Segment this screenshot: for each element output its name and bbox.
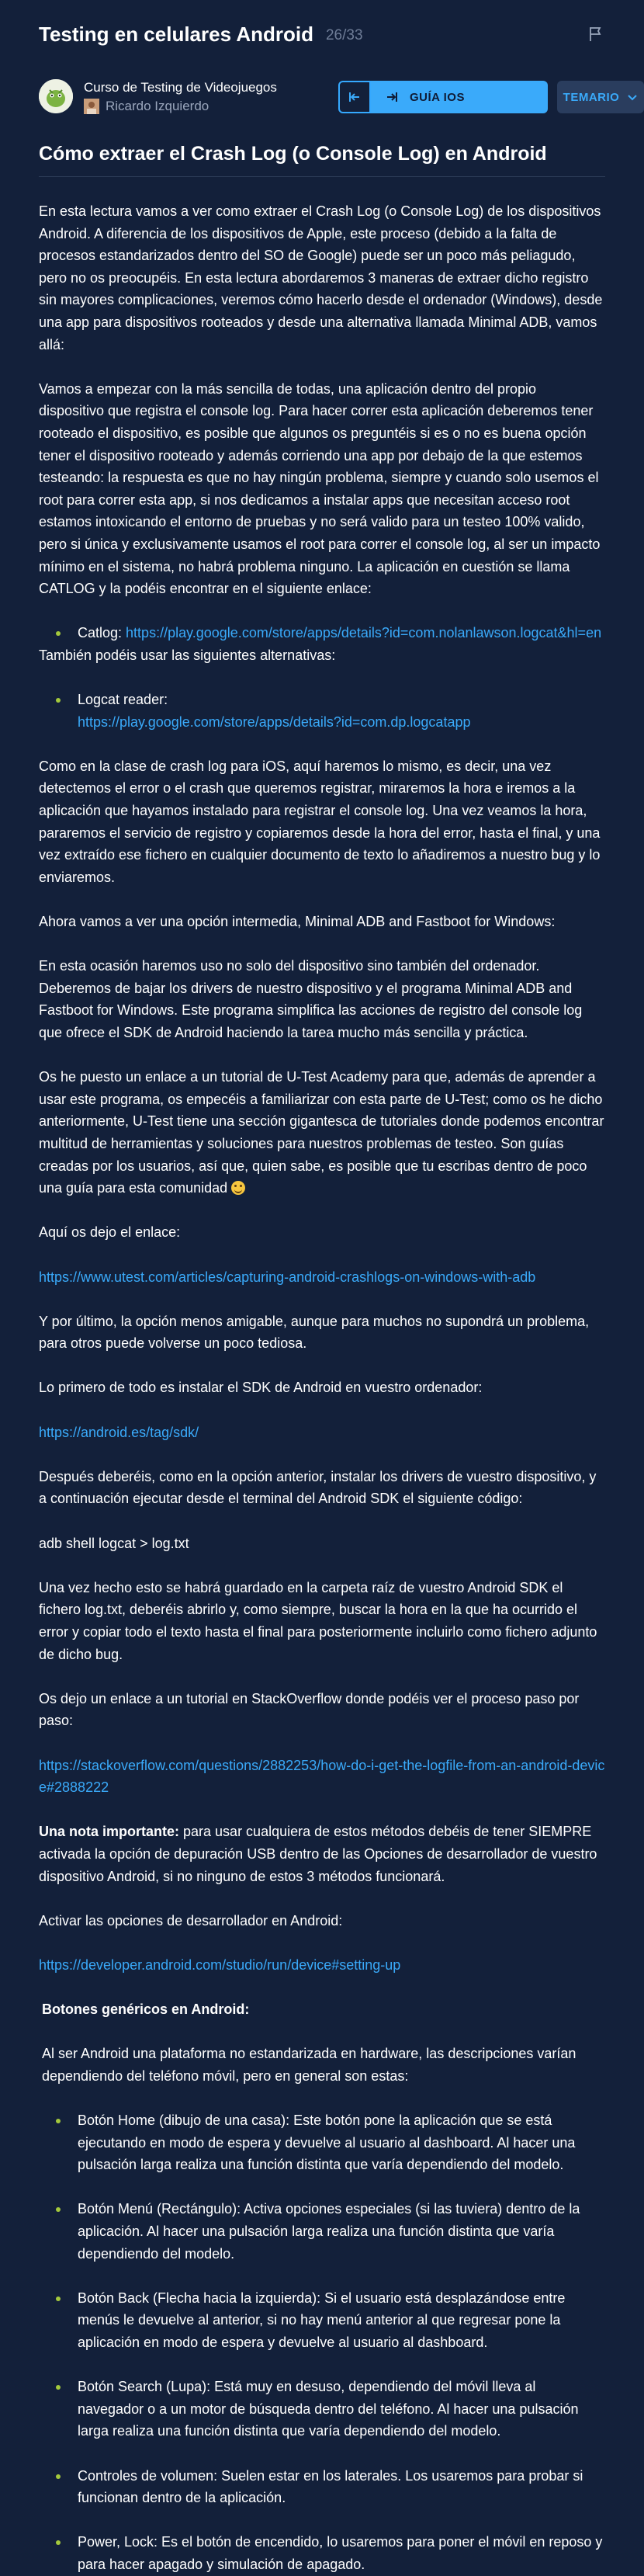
note-text: para usar cualquiera de estos métodos debéis de tener SIEMPRE activada la opción de depuración USB dentro de las Opciones de desarrollador de vuestro dispositivo Android, si no ninguno de estos 3 métodos funcionará. — [39, 1824, 597, 1884]
list-item: Botón Menú (Rectángulo): Activa opciones especiales (si las tuviera) dentro de la aplicación. Al hacer una pulsación larga realiza una función distinta que varía dependiendo del modelo. — [78, 2198, 605, 2265]
next-lesson-button[interactable] — [371, 81, 548, 113]
course-name[interactable]: Curso de Testing de Videojuegos — [84, 79, 277, 95]
next-lesson-label: GUÍA IOS — [410, 90, 465, 104]
code-snippet: adb shell logcat > log.txt — [39, 1535, 189, 1551]
note-paragraph — [39, 1821, 605, 1887]
wink-emoji-icon — [231, 1181, 245, 1195]
list-item: Controles de volumen: Suelen estar en los laterales. Los usaremos para probar si funcionan dentro de la aplicación. — [78, 2465, 605, 2509]
paragraph-text: Os he puesto un enlace a un tutorial de U-Test Academy para que, además de aprender a usar este programa, os empecéis a familiarizar con esta parte de U-Test; como os he dicho anteriormente, U-Test tiene una sección gigantesca de tutoriales donde podemos encontrar multitud de herramientas y soluciones para nuestros problemas de testeo. Son guías creadas por los usuarios, así que, quien sabe, es posible que tu escribas dentro de poco una guía para esta comunidad — [39, 1069, 604, 1196]
flag-icon[interactable] — [587, 25, 605, 43]
list-item — [78, 689, 605, 733]
paragraph: Os dejo un enlace a un tutorial en StackOverflow donde podéis ver el proceso paso por paso: — [39, 1690, 580, 1729]
paragraph: Lo primero de todo es instalar el SDK de Android en vuestro ordenador: — [39, 1380, 483, 1396]
paragraph: Ahora vamos a ver una opción intermedia, Minimal ADB and Fastboot for Windows: — [39, 914, 556, 929]
previous-icon — [348, 90, 362, 104]
lesson-counter: 26/33 — [325, 27, 363, 43]
utest-link[interactable]: https://www.utest.com/articles/capturing-android-crashlogs-on-windows-with-adb — [39, 1269, 536, 1285]
list-item: Botón Back (Flecha hacia la izquierda): Si el usuario está desplazándose entre menús le devuelve al anterior, si no hay menú anterior al que regresar pone la aplicación en modo de espera y devuelve al usuario al dashboard. — [78, 2287, 605, 2354]
android-buttons-list — [78, 2109, 605, 2575]
catlog-link[interactable]: https://play.google.com/store/apps/details?id=com.nolanlawson.logcat&hl=en — [126, 625, 602, 641]
paragraph — [39, 1066, 605, 1199]
list-item: Botón Home (dibujo de una casa): Este botón pone la aplicación que se está ejecutando en modo de espera y devuelve al usuario al dashboard. Al hacer una pulsación larga realiza una función distinta que varía dependiendo del modelo. — [78, 2109, 605, 2176]
lesson-article — [39, 200, 605, 2576]
sdk-link[interactable]: https://android.es/tag/sdk/ — [39, 1424, 199, 1440]
paragraph: Aquí os dejo el enlace: — [39, 1224, 181, 1241]
paragraph: Una vez hecho esto se habrá guardado en la carpeta raíz de vuestro Android SDK el fichero log.txt, deberéis abrirlo y, como siempre, buscar la hora en la que ha ocurrido el error y copiar todo el texto hasta el final para posteriormente incluirlo como fichero adjunto de dicho bug. — [39, 1579, 597, 1662]
temario-button[interactable] — [557, 81, 644, 113]
paragraph: También podéis usar las siguientes alternativas: — [39, 647, 336, 663]
note-label: Una nota importante: — [39, 1824, 180, 1840]
catlog-label: Catlog: — [78, 625, 126, 641]
paragraph: Activar las opciones de desarrollador en Android: — [39, 1912, 343, 1929]
course-logo — [39, 79, 73, 113]
developer-link[interactable]: https://developer.android.com/studio/run/device#setting-up — [39, 1956, 401, 1973]
section-heading: Botones genéricos en Android: — [42, 2001, 250, 2018]
author-name: Ricardo Izquierdo — [106, 98, 209, 113]
temario-label: TEMARIO — [563, 90, 620, 104]
list-item: Botón Search (Lupa): Está muy en desuso, dependiendo del móvil lleva al navegador o a un motor de búsqueda dentro del teléfono. Al hacer una pulsación larga realiza una función distinta que varía dependiendo del modelo. — [78, 2376, 605, 2442]
previous-lesson-button[interactable] — [338, 81, 371, 113]
chevron-down-icon — [627, 92, 638, 102]
paragraph: Después deberéis, como en la opción anterior, instalar los drivers de vuestro dispositivo, y a continuación ejecutar desde el terminal del Android SDK el siguiente código: — [39, 1468, 597, 1507]
page-title: Cómo extraer el Crash Log (o Console Log) en Android — [39, 143, 605, 177]
paragraph: Como en la clase de crash log para iOS, aquí haremos lo mismo, es decir, una vez detectemos el error o el crash que queremos registrar, miraremos la hora e iremos a la aplicación que hayamos instalado para registrar el console log. Una vez veamos la hora, pararemos el servicio de registro y copiaremos desde la hora del error, hasta el final, y una vez extraído ese fichero en cualquier documento de texto lo añadiremos a nuestro bug y lo enviaremos. — [39, 758, 601, 885]
logcat-link[interactable]: https://play.google.com/store/apps/details?id=com.dp.logcatapp — [78, 713, 471, 730]
paragraph: Y por último, la opción menos amigable, aunque para muchos no supondrá un problema, para otros puede volverse un poco tediosa. — [39, 1313, 590, 1352]
paragraph: Vamos a empezar con la más sencilla de todas, una aplicación dentro del propio dispositivo que registra el console log. Para hacer correr esta aplicación deberemos tener rooteado el dispositivo, es posible que algunos os preguntéis si es o no es buena opción tener el dispositivo rooteado y además corriendo una app por debajo de la que estemos testeando: la respuesta es que no hay ningún problema, siempre y cuando solo usemos el root para correr esta app, si nos dedicamos a instalar apps que necesitan acceso root estamos intoxicando el entorno de pruebas y no será valido para un testeo 100% valido, pero si única y exclusivamente usamos el root para correr el console log, al ser un impacto mínimo en el sistema, no habrá problema ninguno. La aplicación en cuestión se llama CATLOG y la podéis encontrar en el siguiente enlace: — [39, 380, 601, 597]
lesson-navigation — [338, 81, 548, 113]
top-bar — [0, 0, 644, 68]
stackoverflow-link[interactable]: https://stackoverflow.com/questions/2882253/how-do-i-get-the-logfile-from-an-android-device#2888222 — [39, 1757, 605, 1796]
paragraph: En esta ocasión haremos uso no solo del dispositivo sino también del ordenador. Deberemos de bajar los drivers de nuestro dispositivo y el programa Minimal ADB and Fastboot for Windows. Este programa simplifica las acciones de registro del console log que ofrece el SDK de Android haciendo la tarea mucho más sencilla y práctica. — [39, 958, 583, 1040]
logcat-label: Logcat reader: — [78, 692, 168, 708]
list-item — [78, 622, 605, 644]
author-avatar — [84, 99, 99, 114]
course-header — [0, 68, 644, 124]
paragraph: En esta lectura vamos a ver como extraer el Crash Log (o Console Log) de los dispositivos Android. A diferencia de los dispositivos de Apple, este proceso (debido a la falta de procesos estandarizados dentro del SO de Google) puede ser un poco más peliagudo, pero no os preocupéis. En esta lectura abordaremos 3 maneras de extraer dicho registro sin mayores complicaciones, veremos cómo hacerlo desde el ordenador (Windows), desde una app para dispositivos rooteados y desde una alternativa llamada Minimal ADB, vamos allá: — [39, 203, 603, 352]
list-item: Power, Lock: Es el botón de encendido, lo usaremos para poner el móvil en reposo y para hacer apagado y simulación de apagado. — [78, 2531, 605, 2575]
next-icon — [385, 90, 399, 104]
lesson-course-title: Testing en celulares Android — [39, 22, 313, 46]
paragraph: Al ser Android una plataforma no estandarizada en hardware, las descripciones varían dependiendo del teléfono móvil, pero en general son estas: — [42, 2046, 576, 2084]
